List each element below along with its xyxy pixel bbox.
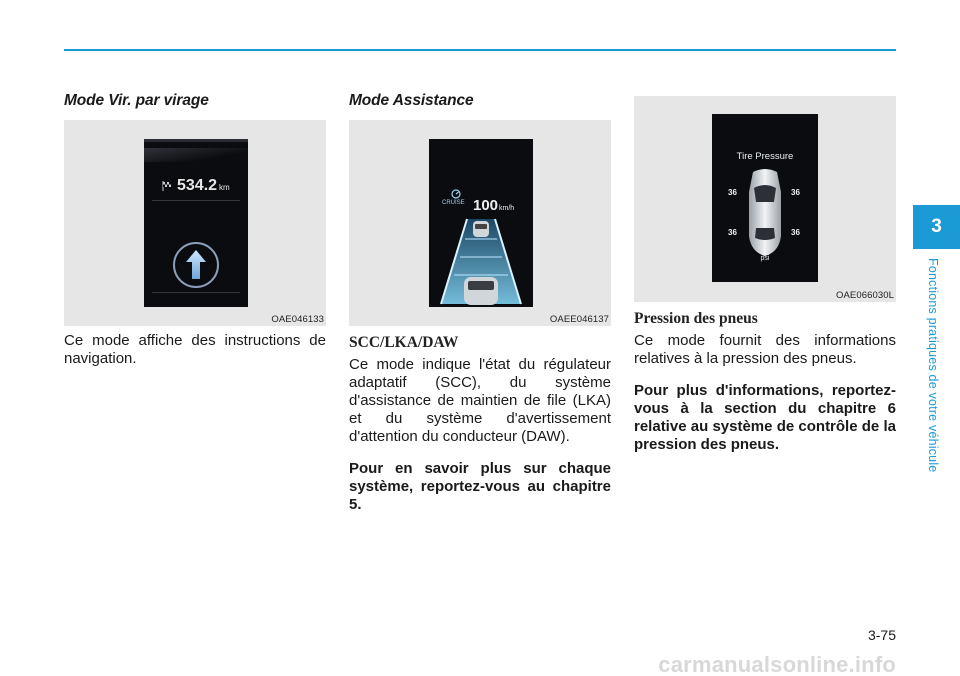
section-title: Mode Vir. par virage: [64, 92, 209, 109]
speed-value: 100: [473, 197, 499, 214]
cluster-screen: [429, 139, 533, 307]
body-text: Ce mode affiche des instructions de navigation.: [64, 332, 326, 367]
cluster-screen: [144, 139, 248, 307]
figure-turn-by-turn: [64, 120, 326, 326]
speed-readout: [473, 197, 514, 214]
speed-unit: km/h: [499, 205, 515, 212]
arrow-up-icon: [185, 249, 207, 281]
flag-icon: [162, 181, 172, 191]
top-rule: [64, 49, 896, 51]
chapter-label-text: Fonctions pratiques de votre véhicule: [926, 258, 940, 473]
section-tire-pressure: [634, 96, 896, 454]
tire-front-right: 36: [791, 188, 800, 197]
figure-code: OAE066030L: [835, 290, 894, 301]
section-assistance: [349, 92, 611, 514]
cluster-screen: [712, 114, 818, 282]
figure-tire-pressure: [634, 96, 896, 302]
distance-unit: km: [219, 183, 230, 192]
tire-rear-right: 36: [791, 228, 800, 237]
subtitle: Pression des pneus: [634, 310, 758, 327]
page-number: 3-75: [867, 627, 896, 643]
body-text: Ce mode fournit des informations relatives à la pression des pneus.: [634, 332, 896, 367]
cruise-icon: [451, 189, 461, 199]
distance-readout: [177, 177, 230, 195]
body-text: Ce mode indique l'état du régulateur adaptatif (SCC), du système d'assistance de maintien de file (LKA) et du système d'avertissement d'attention du conducteur (DAW).: [349, 356, 611, 445]
cruise-label: CRUISE: [442, 200, 465, 206]
car-top-view-icon: [745, 166, 785, 258]
section-turn-by-turn: [64, 92, 326, 368]
note-text: Pour en savoir plus sur chaque système, reportez-vous au chapitre 5.: [349, 460, 611, 513]
lane-graphic: [429, 139, 533, 307]
section-title: Mode Assistance: [349, 92, 474, 109]
chapter-number: 3: [931, 216, 942, 237]
note-text: Pour plus d'informations, reportez-vous à la section du chapitre 6 relative au système de contrôle de la pression des pneus.: [634, 382, 896, 453]
subtitle: SCC/LKA/DAW: [349, 334, 459, 351]
chapter-label: [924, 258, 940, 503]
tire-rear-left: 36: [728, 228, 737, 237]
tire-front-left: 36: [728, 188, 737, 197]
pressure-unit: psi: [760, 255, 770, 262]
figure-assistance: [349, 120, 611, 326]
tire-pressure-title: Tire Pressure: [736, 151, 794, 162]
figure-code: OAE046133: [271, 314, 324, 325]
figure-code: OAEE046137: [549, 314, 609, 325]
distance-value: 534.2: [177, 177, 218, 194]
watermark: carmanualsonline.info: [658, 652, 896, 676]
